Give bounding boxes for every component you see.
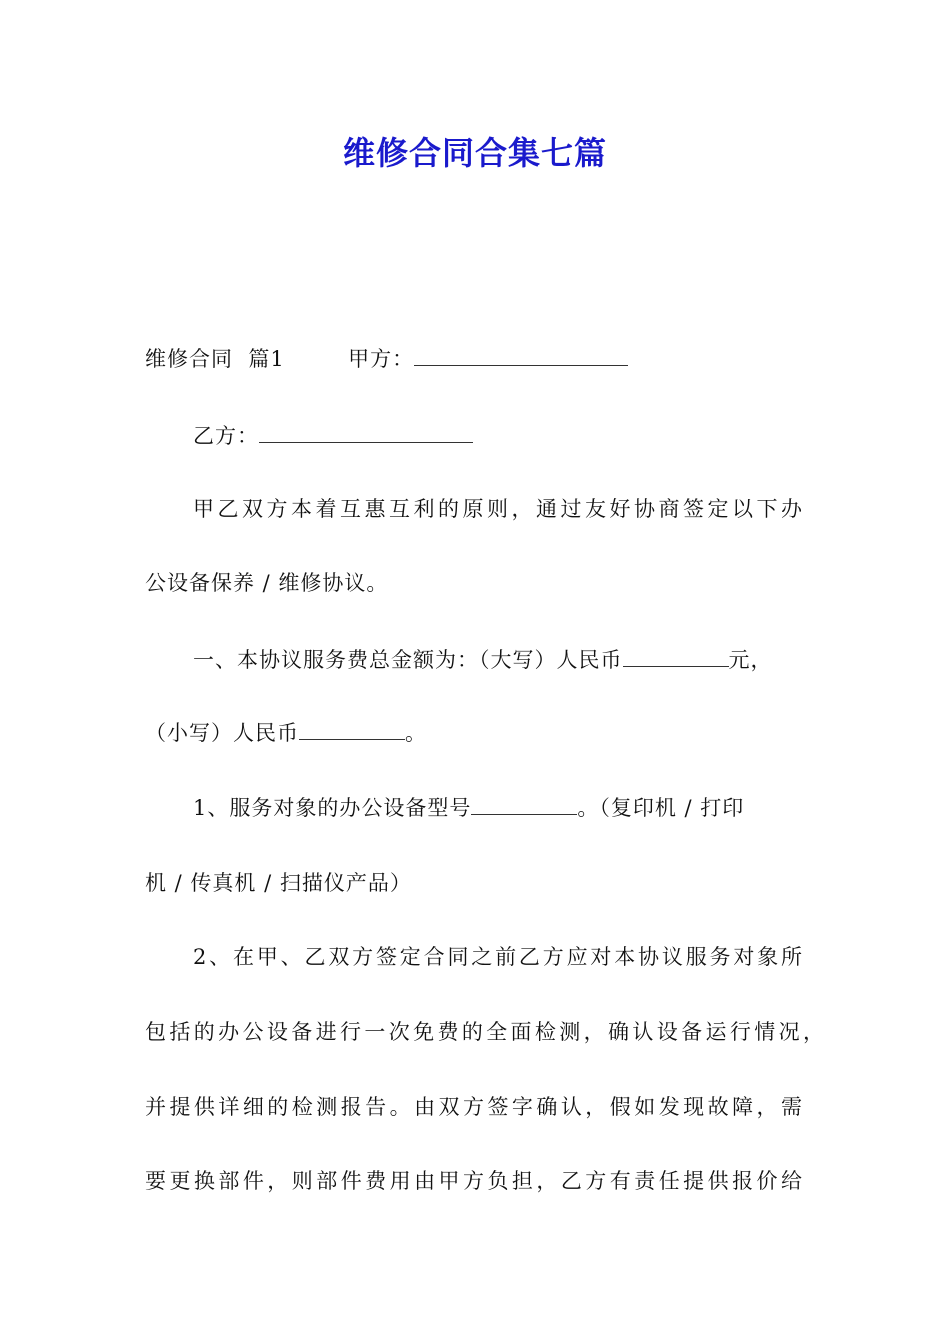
item-two-line-2: 包括的办公设备进行一次免费的全面检测，确认设备运行情况， (145, 1020, 825, 1044)
clause-one-line-2 (145, 718, 825, 748)
document-title: 维修合同合集七篇 (342, 134, 607, 172)
party-b-blank (259, 422, 473, 443)
party-a-label: 甲方： (348, 347, 415, 371)
paragraph-intro-line-2: 公设备保养 / 维修协议。 (145, 571, 389, 595)
party-a-blank (414, 345, 628, 366)
item-one-text: 1、服务对象的办公设备型号 (193, 796, 472, 820)
clause-one-text: 一、本协议服务费总金额为：（大写）人民币 (193, 648, 623, 672)
party-b-label: 乙方： (193, 424, 259, 448)
item-two-line-4: 要更换部件，则部件费用由甲方负担，乙方有责任提供报价给 (145, 1169, 803, 1193)
amount-uppercase-blank (623, 646, 729, 667)
amount-lowercase-end: 。 (405, 721, 427, 745)
item-one-products: 。（复印机 / 打印 (577, 796, 745, 820)
clause-one-unit: 元， (728, 648, 773, 672)
item-two-line-1: 2、在甲、乙双方签定合同之前乙方应对本协议服务对象所 (193, 945, 803, 969)
amount-lowercase-blank (299, 719, 405, 740)
item-one-line-1 (193, 793, 873, 823)
paragraph-intro-line-1: 甲乙双方本着互惠互利的原则，通过友好协商签定以下办 (193, 497, 803, 521)
item-two-line-3: 并提供详细的检测报告。由双方签字确认，假如发现故障，需 (145, 1095, 803, 1119)
model-blank (471, 794, 577, 815)
clause-one-line-1 (193, 645, 873, 675)
section-heading: 维修合同 篇1 (145, 347, 285, 371)
contract-header-line (145, 344, 825, 374)
party-b-line (193, 421, 873, 451)
amount-lowercase-label: （小写）人民币 (145, 721, 299, 745)
item-one-line-2: 机 / 传真机 / 扫描仪产品） (145, 871, 412, 895)
